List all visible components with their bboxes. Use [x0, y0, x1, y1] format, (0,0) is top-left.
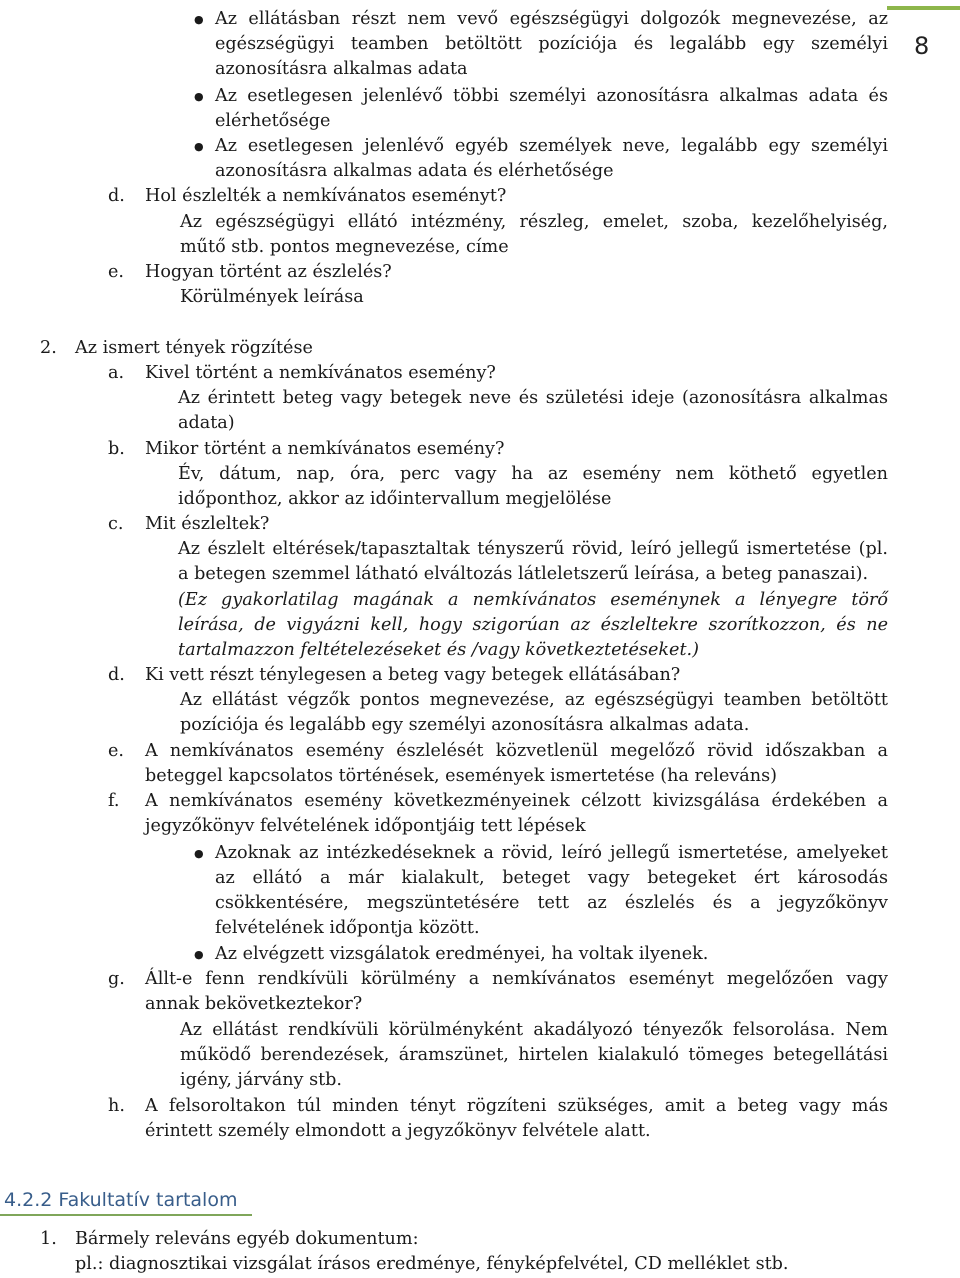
- answer-line: műtő stb. pontos megnevezése, címe: [180, 237, 509, 257]
- answer-line: Körülmények leírása: [180, 287, 364, 307]
- list-marker: f.: [108, 791, 120, 811]
- question: Ki vett részt ténylegesen a beteg vagy betegek ellátásában?: [145, 665, 681, 685]
- subsection-underline: [0, 1214, 252, 1216]
- answer-line: Az észlelt eltérések/tapasztaltak tényszerű rövid, leíró jellegű ismertetése (pl.: [178, 539, 888, 559]
- text-line: A felsoroltakon túl minden tényt rögzíteni szükséges, amit a beteg vagy más: [145, 1096, 888, 1116]
- text-line: Az ellátásban részt nem vevő egészségügyi dolgozók megnevezése, az: [215, 9, 888, 29]
- item-text: pl.: diagnosztikai vizsgálat írásos eredménye, fényképfelvétel, CD melléklet stb.: [75, 1254, 789, 1274]
- text-line: Azoknak az intézkedéseknek a rövid, leíró jellegű ismertetése, amelyeket: [215, 843, 888, 863]
- bullet-icon: ●: [194, 847, 204, 860]
- answer-line: igény, járvány stb.: [180, 1070, 343, 1090]
- text-line: az ellátó a már kialakult, beteget vagy betegeket ért károsodás: [215, 868, 888, 888]
- text-line: felvételének időpontja között.: [215, 918, 480, 938]
- answer-line: Az ellátást végzők pontos megnevezése, az egészségügyi teamben betöltött: [180, 690, 888, 710]
- list-marker: e.: [108, 741, 125, 761]
- answer-line: pozíciója és legalább egy személyi azonosításra alkalmas adata.: [180, 715, 750, 735]
- question: Hogyan történt az észlelés?: [145, 262, 392, 282]
- page-header-bar: [887, 6, 960, 10]
- answer-line: Az egészségügyi ellátó intézmény, részleg, emelet, szoba, kezelőhelyiség,: [180, 212, 888, 232]
- text-line: azonosításra alkalmas adata és elérhetősége: [215, 161, 614, 181]
- text-line: annak bekövetkeztekor?: [145, 994, 363, 1014]
- bullet-icon: ●: [194, 13, 204, 26]
- text-line: beteggel kapcsolatos történések, események ismertetése (ha releváns): [145, 766, 778, 786]
- section-title: Az ismert tények rögzítése: [75, 338, 313, 358]
- bullet-icon: ●: [194, 90, 204, 103]
- answer-line: Az ellátást rendkívüli körülményként akadályozó tényezők felsorolása. Nem: [180, 1020, 888, 1040]
- item-title: Bármely releváns egyéb dokumentum:: [75, 1229, 419, 1249]
- question: Kivel történt a nemkívánatos esemény?: [145, 363, 496, 383]
- list-marker: d.: [108, 665, 125, 685]
- text-line: egészségügyi teamben betöltött pozíciója és legalább egy személyi: [215, 34, 888, 54]
- bullet-icon: ●: [194, 140, 204, 153]
- text-line: Az elvégzett vizsgálatok eredményei, ha voltak ilyenek.: [215, 944, 709, 964]
- question: Hol észlelték a nemkívánatos eseményt?: [145, 186, 507, 206]
- answer-line: Év, dátum, nap, óra, perc vagy ha az esemény nem köthető egyetlen: [178, 464, 888, 484]
- list-marker: g.: [108, 969, 125, 989]
- italic-note-line: (Ez gyakorlatilag magának a nemkívánatos eseménynek a lényegre törő: [178, 590, 888, 610]
- section-number: 2.: [40, 338, 57, 358]
- bullet-icon: ●: [194, 948, 204, 961]
- text-line: elérhetősége: [215, 111, 331, 131]
- question: Mikor történt a nemkívánatos esemény?: [145, 439, 505, 459]
- text-line: Az esetlegesen jelenlévő egyéb személyek neve, legalább egy személyi: [215, 136, 888, 156]
- text-line: A nemkívánatos esemény észlelését közvetlenül megelőző rövid időszakban a: [145, 741, 888, 761]
- list-marker: d.: [108, 186, 125, 206]
- text-line: érintett személy elmondott a jegyzőkönyv felvétele alatt.: [145, 1121, 651, 1141]
- list-marker: c.: [108, 514, 124, 534]
- italic-note-line: tartalmazzon feltételezéseket és /vagy következtetéseket.): [178, 640, 700, 660]
- text-line: Állt-e fenn rendkívüli körülmény a nemkívánatos eseményt megelőzően vagy: [145, 969, 888, 989]
- list-marker: a.: [108, 363, 125, 383]
- list-marker: h.: [108, 1096, 125, 1116]
- answer-line: Az érintett beteg vagy betegek neve és születési ideje (azonosításra alkalmas: [178, 388, 888, 408]
- subsection-title: 4.2.2 Fakultatív tartalom: [4, 1189, 238, 1211]
- text-line: csökkentésére, megszüntetésére tett az észlelés és a jegyzőkönyv: [215, 893, 888, 913]
- text-line: Az esetlegesen jelenlévő többi személyi azonosításra alkalmas adata és: [215, 86, 888, 106]
- page-number: 8: [914, 32, 930, 60]
- text-line: jegyzőkönyv felvételének időpontjáig tett lépések: [145, 816, 586, 836]
- list-marker: e.: [108, 262, 125, 282]
- answer-line: a betegen szemmel látható elváltozás látleletszerű leírása, a beteg panaszai).: [178, 564, 869, 584]
- answer-line: működő berendezések, áramszünet, hirtelen kialakuló tömeges betegellátási: [180, 1045, 888, 1065]
- list-marker: 1.: [40, 1229, 57, 1249]
- text-line: A nemkívánatos esemény következményeinek célzott kivizsgálása érdekében a: [145, 791, 888, 811]
- question: Mit észleltek?: [145, 514, 270, 534]
- answer-line: időponthoz, akkor az időintervallum megjelölése: [178, 489, 612, 509]
- list-marker: b.: [108, 439, 125, 459]
- italic-note-line: leírása, de vigyázni kell, hogy szigorúan az észleltekre szorítkozzon, és ne: [178, 615, 888, 635]
- text-line: azonosításra alkalmas adata: [215, 59, 468, 79]
- answer-line: adata): [178, 413, 235, 433]
